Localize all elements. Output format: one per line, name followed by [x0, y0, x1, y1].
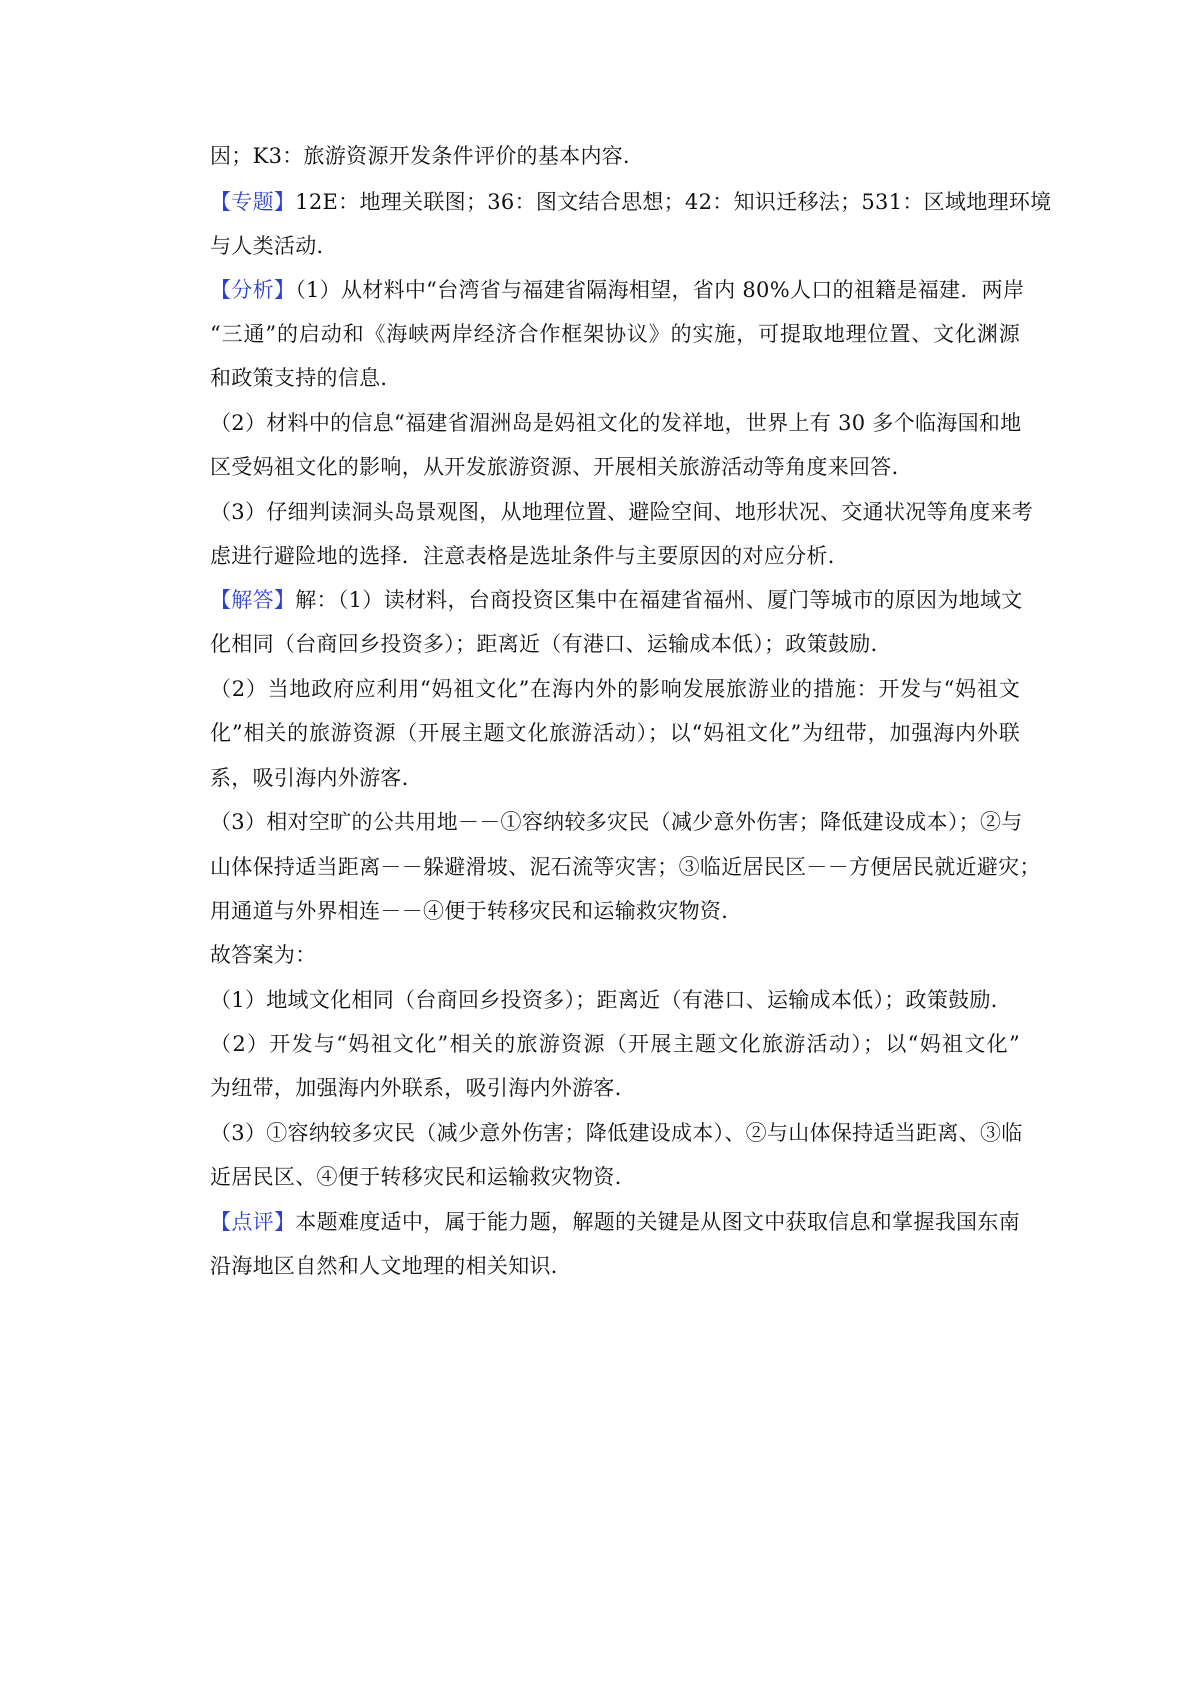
fenxi-line-1	[210, 276, 1025, 304]
answer-2-text-1: （2）开发与“妈祖文化”相关的旅游资源（开展主题文化旅游活动）；以“妈祖文化”	[210, 1032, 1020, 1056]
jieda-p2-text-1: （2）当地政府应利用“妈祖文化”在海内外的影响发展旅游业的措施：开发与“妈祖文	[210, 677, 1020, 701]
jieda-line-4	[210, 719, 1020, 747]
fenxi-line-4	[210, 409, 1020, 437]
jieda-p1-text-1: 解：（1）读材料，台商投资区集中在福建省福州、厦门等城市的原因为地域文	[295, 588, 1023, 612]
fenxi-p1-text-2: “三通”的启动和《海峡两岸经济合作框架协议》的实施，可提取地理位置、文化渊源	[210, 322, 1020, 346]
answer-1-text: （1）地域文化相同（台商回乡投资多）；距离近（有港口、运输成本低）；政策鼓励．	[210, 988, 1013, 1012]
jieda-line-7	[210, 853, 1041, 881]
zhuanti-text-1: 12E：地理关联图；36：图文结合思想；42：知识迁移法；531：区域地理环境	[295, 190, 1052, 214]
answer-3-text-2: 近居民区、④便于转移灾民和运输救灾物资．	[210, 1165, 636, 1189]
answer-1-line	[210, 986, 1020, 1014]
answer-2-line-1	[210, 1030, 1020, 1058]
continued-text: 因；K3：旅游资源开发条件评价的基本内容．	[210, 144, 645, 168]
dianping-tag: 【点评】	[210, 1210, 296, 1234]
dianping-line-2	[210, 1252, 1020, 1280]
zhuanti-text-2: 与人类活动．	[210, 234, 338, 258]
jieda-p3-text-3: 用通道与外界相连－－④便于转移灾民和运输救灾物资．	[210, 899, 743, 923]
jieda-p3-text-1: （3）相对空旷的公共用地－－①容纳较多灾民（减少意外伤害；降低建设成本）；②与	[210, 810, 1023, 834]
jieda-p2-text-3: 系，吸引海内外游客．	[210, 766, 423, 790]
fenxi-p1-text-1: （1）从材料中“台湾省与福建省隔海相望，省内 80%人口的祖籍是福建．两岸	[295, 278, 1025, 302]
answer-3-line-1	[210, 1119, 1023, 1147]
fenxi-line-7	[210, 542, 1020, 570]
conclusion-text: 故答案为：	[210, 943, 317, 967]
dianping-text-1: 本题难度适中，属于能力题，解题的关键是从图文中获取信息和掌握我国东南	[295, 1210, 1020, 1234]
fenxi-p2-text-1: （2）材料中的信息“福建省湄洲岛是妈祖文化的发祥地，世界上有 30 多个临海国和地	[210, 411, 1022, 435]
zhuanti-line-1	[210, 188, 1052, 216]
dianping-text-2: 沿海地区自然和人文地理的相关知识．	[210, 1254, 573, 1278]
continued-line	[210, 142, 1020, 170]
dianping-line-1	[210, 1208, 1020, 1236]
fenxi-p3-text-1: （3）仔细判读洞头岛景观图，从地理位置、避险空间、地形状况、交通状况等角度来考	[210, 500, 1034, 524]
answer-2-line-2	[210, 1074, 1020, 1102]
jieda-line-2	[210, 630, 1020, 658]
zhuanti-line-2	[210, 232, 1020, 260]
fenxi-p2-text-2: 区受妈祖文化的影响，从开发旅游资源、开展相关旅游活动等角度来回答．	[210, 455, 913, 479]
answer-2-text-2: 为纽带，加强海内外联系，吸引海内外游客．	[210, 1076, 636, 1100]
answer-3-line-2	[210, 1163, 1020, 1191]
fenxi-line-5	[210, 453, 1020, 481]
jieda-line-8	[210, 897, 1020, 925]
fenxi-line-2	[210, 320, 1020, 348]
fenxi-line-6	[210, 498, 1034, 526]
fenxi-tag: 【分析】	[210, 278, 296, 302]
jieda-line-3	[210, 675, 1020, 703]
fenxi-line-3	[210, 364, 1020, 392]
jieda-line-1	[210, 586, 1023, 614]
jieda-p3-text-2: 山体保持适当距离－－躲避滑坡、泥石流等灾害；③临近居民区－－方便居民就近避灾；	[210, 855, 1041, 879]
jieda-line-5	[210, 764, 1020, 792]
conclusion-line	[210, 941, 1020, 969]
jieda-p1-text-2: 化相同（台商回乡投资多）；距离近（有港口、运输成本低）；政策鼓励．	[210, 632, 892, 656]
jieda-line-6	[210, 808, 1023, 836]
jieda-p2-text-2: 化”相关的旅游资源（开展主题文化旅游活动）；以“妈祖文化”为纽带，加强海内外联	[210, 721, 1020, 745]
zhuanti-tag: 【专题】	[210, 190, 296, 214]
fenxi-p3-text-2: 虑进行避险地的选择．注意表格是选址条件与主要原因的对应分析．	[210, 544, 849, 568]
fenxi-p1-text-3: 和政策支持的信息．	[210, 366, 402, 390]
answer-3-text-1: （3）①容纳较多灾民（减少意外伤害；降低建设成本）、②与山体保持适当距离、③临	[210, 1121, 1023, 1145]
jieda-tag: 【解答】	[210, 588, 296, 612]
